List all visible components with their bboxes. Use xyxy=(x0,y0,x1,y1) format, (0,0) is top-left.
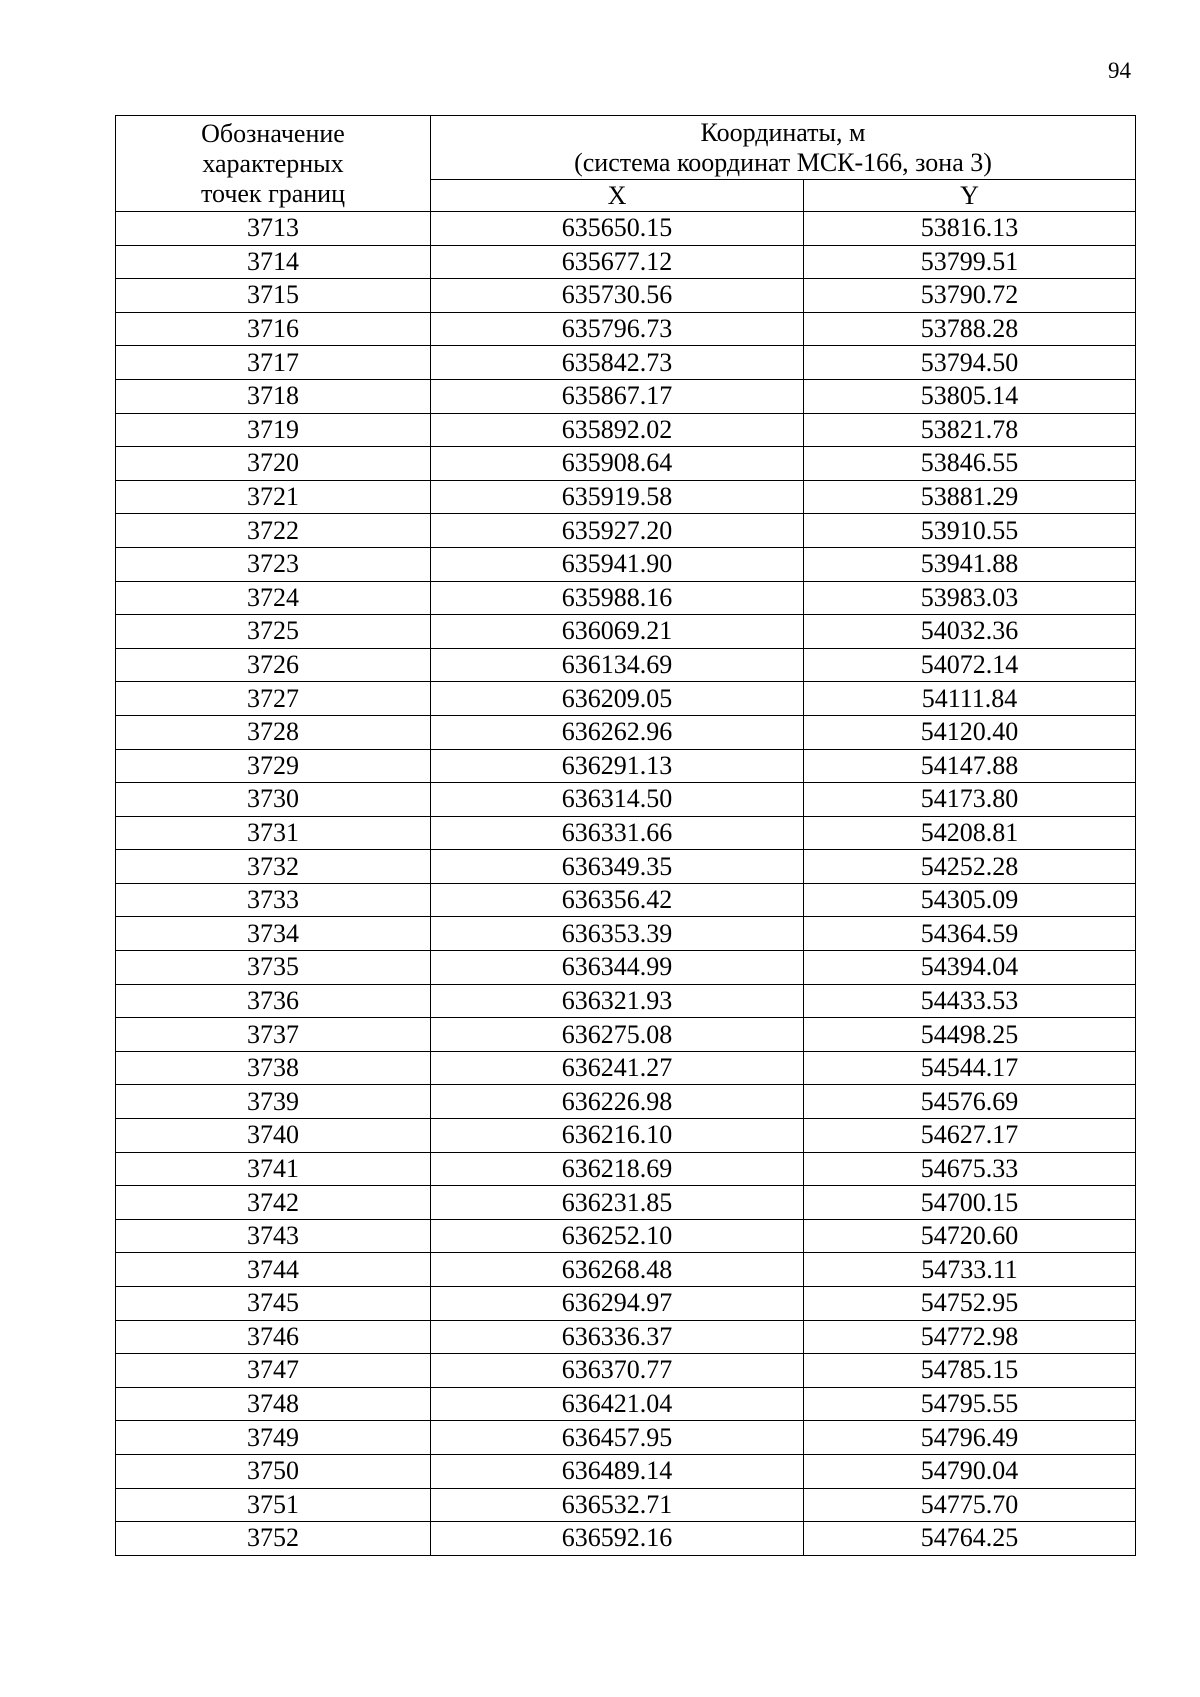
y-coordinate-cell: 53941.88 xyxy=(804,547,1136,581)
table-row xyxy=(116,379,1136,413)
y-coordinate-cell: 54752.95 xyxy=(804,1287,1136,1321)
x-coordinate-cell: 636336.37 xyxy=(431,1320,804,1354)
table-row xyxy=(116,346,1136,380)
x-coordinate-cell: 636216.10 xyxy=(431,1119,804,1153)
coordinates-table xyxy=(115,115,1136,1556)
table-row xyxy=(116,1320,1136,1354)
point-id-cell: 3733 xyxy=(116,883,431,917)
point-id-cell: 3730 xyxy=(116,783,431,817)
y-coordinate-cell: 53846.55 xyxy=(804,447,1136,481)
point-header-line: точек границ xyxy=(200,178,346,208)
point-id-cell: 3719 xyxy=(116,413,431,447)
point-id-cell: 3741 xyxy=(116,1152,431,1186)
y-coordinate-cell: 54433.53 xyxy=(804,984,1136,1018)
table-header xyxy=(116,116,1136,212)
x-coordinate-cell: 636268.48 xyxy=(431,1253,804,1287)
point-id-cell: 3717 xyxy=(116,346,431,380)
page-number: 94 xyxy=(1108,58,1131,83)
point-id-cell: 3752 xyxy=(116,1522,431,1556)
x-coordinate-cell: 635796.73 xyxy=(431,312,804,346)
table-row xyxy=(116,783,1136,817)
y-coordinate-cell: 54576.69 xyxy=(804,1085,1136,1119)
point-id-cell: 3746 xyxy=(116,1320,431,1354)
table-row xyxy=(116,1354,1136,1388)
y-coordinate-cell: 53910.55 xyxy=(804,514,1136,548)
point-id-cell: 3747 xyxy=(116,1354,431,1388)
x-coordinate-cell: 636489.14 xyxy=(431,1454,804,1488)
x-coordinate-cell: 635867.17 xyxy=(431,379,804,413)
point-id-cell: 3718 xyxy=(116,379,431,413)
y-coordinate-cell: 54111.84 xyxy=(804,682,1136,716)
x-coordinate-cell: 635677.12 xyxy=(431,245,804,279)
point-id-cell: 3742 xyxy=(116,1186,431,1220)
table-row xyxy=(116,917,1136,951)
point-id-cell: 3715 xyxy=(116,279,431,313)
point-id-cell: 3714 xyxy=(116,245,431,279)
table-row xyxy=(116,1219,1136,1253)
table-row xyxy=(116,245,1136,279)
x-coordinate-cell: 636069.21 xyxy=(431,615,804,649)
x-coordinate-cell: 635892.02 xyxy=(431,413,804,447)
point-id-cell: 3738 xyxy=(116,1051,431,1085)
y-coordinate-cell: 54252.28 xyxy=(804,850,1136,884)
x-coordinate-cell: 636241.27 xyxy=(431,1051,804,1085)
table-row xyxy=(116,1387,1136,1421)
x-coordinate-cell: 636275.08 xyxy=(431,1018,804,1052)
x-coordinate-cell: 635919.58 xyxy=(431,480,804,514)
y-coordinate-cell: 54720.60 xyxy=(804,1219,1136,1253)
table-row xyxy=(116,682,1136,716)
point-id-cell: 3731 xyxy=(116,816,431,850)
y-coordinate-cell: 53816.13 xyxy=(804,212,1136,246)
coords-header-line: (система координат МСК-166, зона 3) xyxy=(574,147,992,177)
y-coordinate-cell: 54032.36 xyxy=(804,615,1136,649)
x-coordinate-cell: 636294.97 xyxy=(431,1287,804,1321)
point-id-cell: 3734 xyxy=(116,917,431,951)
table-row xyxy=(116,1522,1136,1556)
table-row xyxy=(116,816,1136,850)
y-coordinate-cell: 54796.49 xyxy=(804,1421,1136,1455)
point-id-cell: 3751 xyxy=(116,1488,431,1522)
table-row xyxy=(116,715,1136,749)
x-coordinate-cell: 635927.20 xyxy=(431,514,804,548)
x-coordinate-cell: 635908.64 xyxy=(431,447,804,481)
table-row xyxy=(116,1018,1136,1052)
point-id-cell: 3720 xyxy=(116,447,431,481)
x-coordinate-cell: 636532.71 xyxy=(431,1488,804,1522)
table-row xyxy=(116,1488,1136,1522)
y-coordinate-cell: 54364.59 xyxy=(804,917,1136,951)
y-coordinate-cell: 54627.17 xyxy=(804,1119,1136,1153)
point-id-cell: 3729 xyxy=(116,749,431,783)
x-coordinate-cell: 636209.05 xyxy=(431,682,804,716)
point-id-cell: 3722 xyxy=(116,514,431,548)
y-coordinate-cell: 54785.15 xyxy=(804,1354,1136,1388)
point-header-line: характерных xyxy=(202,148,344,178)
point-id-cell: 3716 xyxy=(116,312,431,346)
y-coordinate-cell: 53881.29 xyxy=(804,480,1136,514)
table-row xyxy=(116,850,1136,884)
x-coordinate-cell: 636262.96 xyxy=(431,715,804,749)
point-id-cell: 3726 xyxy=(116,648,431,682)
y-coordinate-cell: 54733.11 xyxy=(804,1253,1136,1287)
x-coordinate-cell: 636231.85 xyxy=(431,1186,804,1220)
table-row xyxy=(116,1454,1136,1488)
table-row xyxy=(116,749,1136,783)
x-coordinate-cell: 635988.16 xyxy=(431,581,804,615)
x-coordinate-cell: 636134.69 xyxy=(431,648,804,682)
table-row xyxy=(116,1119,1136,1153)
x-coordinate-cell: 636314.50 xyxy=(431,783,804,817)
point-id-cell: 3748 xyxy=(116,1387,431,1421)
table-row xyxy=(116,883,1136,917)
x-column-header: X xyxy=(431,180,804,212)
y-coordinate-cell: 53821.78 xyxy=(804,413,1136,447)
point-id-cell: 3750 xyxy=(116,1454,431,1488)
table-row xyxy=(116,581,1136,615)
x-coordinate-cell: 635842.73 xyxy=(431,346,804,380)
point-id-cell: 3713 xyxy=(116,212,431,246)
y-coordinate-cell: 53805.14 xyxy=(804,379,1136,413)
y-coordinate-cell: 54700.15 xyxy=(804,1186,1136,1220)
point-id-cell: 3743 xyxy=(116,1219,431,1253)
table-row xyxy=(116,984,1136,1018)
x-coordinate-cell: 636421.04 xyxy=(431,1387,804,1421)
point-id-cell: 3737 xyxy=(116,1018,431,1052)
y-coordinate-cell: 54208.81 xyxy=(804,816,1136,850)
table-row xyxy=(116,648,1136,682)
table-row xyxy=(116,547,1136,581)
point-id-cell: 3744 xyxy=(116,1253,431,1287)
coords-header-line: Координаты, м xyxy=(700,117,866,147)
table-row xyxy=(116,1152,1136,1186)
point-id-cell: 3736 xyxy=(116,984,431,1018)
table-row xyxy=(116,279,1136,313)
table-row xyxy=(116,1186,1136,1220)
x-coordinate-cell: 635650.15 xyxy=(431,212,804,246)
point-id-cell: 3735 xyxy=(116,951,431,985)
y-column-header: Y xyxy=(804,180,1136,212)
point-id-cell: 3725 xyxy=(116,615,431,649)
y-coordinate-cell: 54305.09 xyxy=(804,883,1136,917)
y-coordinate-cell: 53788.28 xyxy=(804,312,1136,346)
y-coordinate-cell: 54394.04 xyxy=(804,951,1136,985)
y-coordinate-cell: 54498.25 xyxy=(804,1018,1136,1052)
x-coordinate-cell: 636226.98 xyxy=(431,1085,804,1119)
y-coordinate-cell: 53790.72 xyxy=(804,279,1136,313)
table-row xyxy=(116,1051,1136,1085)
y-coordinate-cell: 53799.51 xyxy=(804,245,1136,279)
table-row xyxy=(116,951,1136,985)
x-coordinate-cell: 636291.13 xyxy=(431,749,804,783)
point-id-cell: 3728 xyxy=(116,715,431,749)
point-id-cell: 3739 xyxy=(116,1085,431,1119)
x-coordinate-cell: 636331.66 xyxy=(431,816,804,850)
y-coordinate-cell: 54775.70 xyxy=(804,1488,1136,1522)
table-row xyxy=(116,615,1136,649)
table-row xyxy=(116,480,1136,514)
point-id-cell: 3740 xyxy=(116,1119,431,1153)
point-id-cell: 3721 xyxy=(116,480,431,514)
table-row xyxy=(116,1253,1136,1287)
coordinates-header xyxy=(431,116,1136,180)
y-coordinate-cell: 54544.17 xyxy=(804,1051,1136,1085)
y-coordinate-cell: 53794.50 xyxy=(804,346,1136,380)
table-row xyxy=(116,212,1136,246)
x-coordinate-cell: 635941.90 xyxy=(431,547,804,581)
y-coordinate-cell: 54120.40 xyxy=(804,715,1136,749)
x-coordinate-cell: 636457.95 xyxy=(431,1421,804,1455)
y-coordinate-cell: 54147.88 xyxy=(804,749,1136,783)
x-coordinate-cell: 636344.99 xyxy=(431,951,804,985)
table-body xyxy=(116,212,1136,1556)
table-row xyxy=(116,1421,1136,1455)
y-coordinate-cell: 54173.80 xyxy=(804,783,1136,817)
x-coordinate-cell: 636592.16 xyxy=(431,1522,804,1556)
x-coordinate-cell: 636218.69 xyxy=(431,1152,804,1186)
point-header-line: Обозначение xyxy=(201,118,345,148)
x-coordinate-cell: 636356.42 xyxy=(431,883,804,917)
y-coordinate-cell: 54772.98 xyxy=(804,1320,1136,1354)
table-row xyxy=(116,312,1136,346)
y-coordinate-cell: 53983.03 xyxy=(804,581,1136,615)
point-designation-header xyxy=(116,116,431,212)
x-coordinate-cell: 636321.93 xyxy=(431,984,804,1018)
point-id-cell: 3745 xyxy=(116,1287,431,1321)
x-coordinate-cell: 636252.10 xyxy=(431,1219,804,1253)
table-row xyxy=(116,413,1136,447)
table-row xyxy=(116,447,1136,481)
point-id-cell: 3727 xyxy=(116,682,431,716)
y-coordinate-cell: 54790.04 xyxy=(804,1454,1136,1488)
point-id-cell: 3723 xyxy=(116,547,431,581)
y-coordinate-cell: 54795.55 xyxy=(804,1387,1136,1421)
y-coordinate-cell: 54072.14 xyxy=(804,648,1136,682)
x-coordinate-cell: 636370.77 xyxy=(431,1354,804,1388)
x-coordinate-cell: 635730.56 xyxy=(431,279,804,313)
y-coordinate-cell: 54675.33 xyxy=(804,1152,1136,1186)
x-coordinate-cell: 636349.35 xyxy=(431,850,804,884)
y-coordinate-cell: 54764.25 xyxy=(804,1522,1136,1556)
x-coordinate-cell: 636353.39 xyxy=(431,917,804,951)
point-id-cell: 3732 xyxy=(116,850,431,884)
point-id-cell: 3749 xyxy=(116,1421,431,1455)
table-row xyxy=(116,1085,1136,1119)
point-id-cell: 3724 xyxy=(116,581,431,615)
table-row xyxy=(116,514,1136,548)
table-row xyxy=(116,1287,1136,1321)
